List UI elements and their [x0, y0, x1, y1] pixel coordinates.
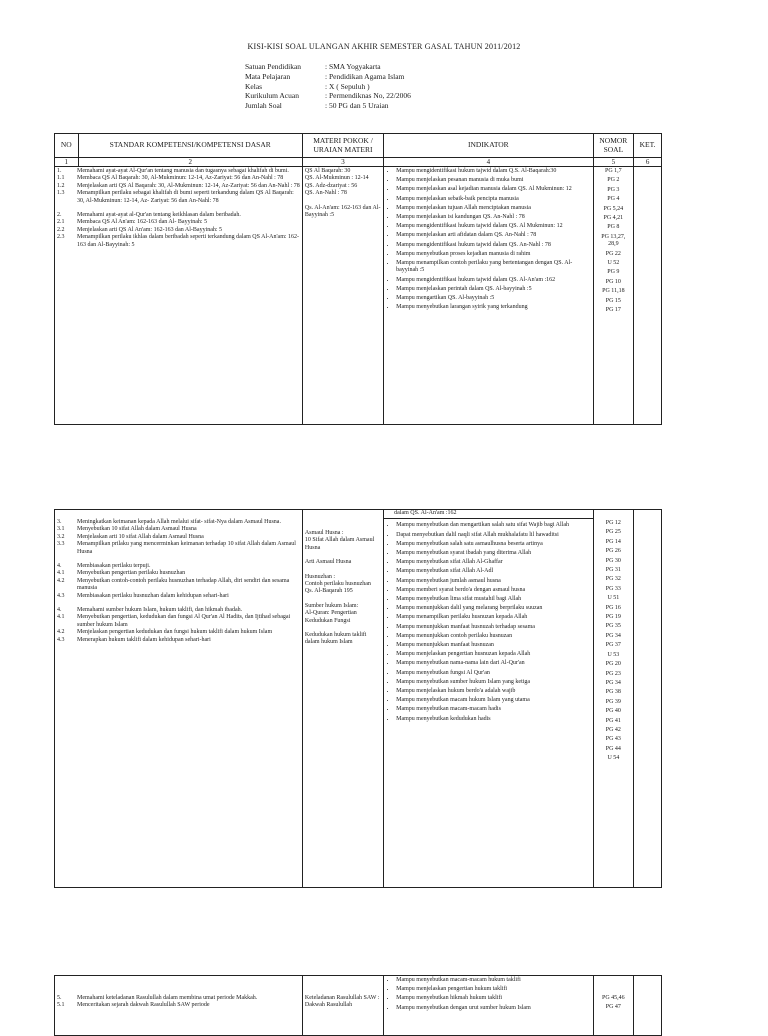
indikator-item: • Mampu menunjukkan contoh perilaku husnuzan	[396, 633, 590, 640]
kompetensi-text: Membaca QS Al Baqarah: 30, Al-Mukminun: 12-14, Az-Zariyat: 56 dan An-Nahl : 78	[77, 175, 284, 182]
kompetensi-number: 4.	[57, 607, 62, 614]
nomor-soal-value: PG 16	[605, 604, 621, 611]
meta-row	[245, 62, 411, 72]
nomor-soal-value: PG 26	[605, 548, 621, 555]
materi-pokok-text: Qs. Al-Baqarah 195	[304, 588, 353, 595]
nomor-soal-value: PG 5,24	[603, 205, 624, 212]
kompetensi-line	[57, 175, 300, 182]
col-num: 6	[634, 158, 662, 167]
nomor-soal-value: PG 14	[605, 538, 621, 545]
nomor-soal-value: PG 25	[605, 529, 621, 536]
header-indikator: INDIKATOR	[384, 134, 593, 158]
indikator-item: • Mampu menjelaskan arti afidatan dalam QS. An-Nahl : 78	[396, 232, 590, 239]
indikator-item: • Mampu menyebutkan lima sifat mustahil bagi Allah	[396, 596, 590, 603]
nomor-soal-value: PG 39	[605, 698, 621, 705]
col-num: 4	[384, 158, 593, 167]
kompetensi-text: Menjelaskan arti QS Al Baqarah: 30, Al-Mukminun: 12-14, Az-Zariyat: 56 dan An-Nahl : 78	[77, 182, 300, 189]
kompetensi-number: 5.	[57, 995, 62, 1001]
materi-pokok-text: 10 Sifat Allah dalam Asmaul Husna	[304, 537, 375, 551]
kompetensi-text: Menjelaskan pengertian kedudukan dan fungsi hukum taklifi dalam hukum Islam	[77, 629, 273, 636]
indikator-item: • Mampu memberi syarat berdo'a dengan asmaul husna	[396, 587, 590, 594]
indikator-item: • Mampu menyebutkan dengan urut sumber hukum Islam	[396, 1005, 590, 1012]
materi-pokok-text: Sumber hukum Islam:	[304, 602, 359, 609]
indikator-item: • Mampu menjelaskan pengertian hukum taklifi	[396, 986, 590, 993]
nomor-soal-value: PG 33	[605, 585, 621, 592]
indikator-item: • Mampu mengidentifikasi hukum tajwid dalam QS. An-Nahl : 78	[396, 242, 590, 249]
indikator-item: • Mampu menyebutkan jumlah asmaul husna	[396, 578, 590, 585]
nomor-soal-value: PG 2	[607, 177, 620, 184]
kompetensi-text: Menjelaskan arti QS Al An'am: 162-163 dan Al-Bayyinah: 5	[77, 226, 223, 233]
kompetensi-line	[57, 526, 300, 533]
kompetensi-line	[57, 614, 300, 629]
kompetensi-text: Menjelaskan arti 10 sifat Allah dalam Asmaul Husna	[77, 533, 204, 540]
standar-kompetensi-cell	[55, 167, 303, 425]
meta-value: : SMA Yogyakarta	[325, 62, 381, 71]
meta-value: : 50 PG dan 5 Uraian	[325, 101, 389, 111]
kompetensi-number: 2.	[57, 212, 62, 219]
nomor-soal-value: PG 42	[605, 726, 621, 733]
kompetensi-number: 3.	[57, 519, 62, 525]
kompetensi-text: Membiasakan perilaku terpuji.	[77, 563, 151, 570]
kompetensi-number: 4.3	[57, 636, 65, 643]
materi-pokok-text: QS. Adz-dzariyat : 56	[304, 182, 358, 189]
kompetensi-text: Memahami sumber hukum Islam, hukum taklifi, dan hikmah ibadah.	[77, 607, 243, 614]
meta-label: Kelas	[245, 81, 263, 91]
nomor-soal-value: PG 13,27, 28,9	[601, 233, 626, 248]
kompetensi-number: 1.	[57, 168, 62, 174]
kompetensi-text: Menyebutkan 10 sifat Allah dalam Asmaul Husna	[77, 526, 197, 533]
header-ket: KET.	[634, 134, 662, 158]
indikator-item: • Mampu menyebutkan nama-nama lain dari Al-Qur'an	[396, 660, 590, 667]
indikator-item: • Mampu menjelaskan pesanan manusia di muka bumi	[396, 177, 590, 184]
kompetensi-number: 4.	[57, 563, 62, 570]
col-num: 2	[78, 158, 302, 167]
kompetensi-line	[57, 212, 300, 219]
kompetensi-number: 1.2	[57, 182, 65, 189]
kisi-kisi-table-page-2	[54, 509, 662, 888]
kompetensi-text: Menyebutkan pengertian perilaku husnuzhan	[77, 570, 186, 577]
nomor-soal-value: PG 40	[605, 708, 621, 715]
nomor-soal-value: PG 19	[605, 614, 621, 621]
nomor-soal-value: U 52	[607, 260, 620, 267]
indikator-item: • Mampu menyebutkan sifat Allah Al-Ghaffar	[396, 559, 590, 566]
kompetensi-number: 3.1	[57, 526, 65, 533]
kompetensi-number: 1.1	[57, 175, 65, 182]
kompetensi-text: Menerapkan hukum taklifi dalam kehidupan sehari-hari	[77, 636, 211, 643]
col-num: 1	[55, 158, 79, 167]
indikator-cell	[384, 510, 593, 888]
materi-pokok-text: Keteladanan Rasulullah SAW :	[304, 995, 380, 1001]
materi-pokok-cell	[302, 976, 383, 1036]
nomor-soal-cell	[593, 510, 634, 888]
kompetensi-number: 3.3	[57, 541, 65, 548]
nomor-soal-cell	[593, 976, 634, 1036]
nomor-soal-cell	[593, 167, 634, 425]
col-num: 3	[302, 158, 383, 167]
indikator-item: • Mampu menyebutkan sumber hukum Islam yang ketiga	[396, 679, 590, 686]
kompetensi-line	[57, 168, 300, 175]
ket-cell	[634, 510, 662, 888]
nomor-soal-value: PG 4,21	[603, 215, 624, 222]
kompetensi-number: 5.1	[57, 1002, 65, 1009]
kompetensi-line	[57, 1002, 300, 1009]
materi-pokok-text: Contoh perilaku husnuzhan	[304, 581, 371, 588]
kompetensi-line	[57, 629, 300, 636]
materi-pokok-text: QS. Al-Mukminun : 12-14	[304, 175, 369, 182]
kompetensi-number: 3.2	[57, 533, 65, 540]
meta-row	[245, 101, 411, 111]
meta-value: : Pendidikan Agama Islam	[325, 71, 405, 81]
indikator-continued-text: dalam QS. Al-An'am :162	[384, 510, 592, 519]
document-title: KISI-KISI SOAL ULANGAN AKHIR SEMESTER GASAL TAHUN 2011/2012	[247, 42, 521, 51]
indikator-item: • Mampu menyebutkan proses kejadian manusia di rahim	[396, 251, 590, 258]
indikator-item: • Mampu menyebutkan macam-macam hadis	[396, 706, 590, 713]
kompetensi-number: 2.2	[57, 226, 65, 233]
kompetensi-line	[57, 570, 300, 577]
kompetensi-text: Memahami keteladanan Rasulullah dalam membina umat periode Makkah.	[77, 995, 258, 1001]
nomor-soal-value: PG 9	[607, 269, 620, 276]
kompetensi-number: 2.1	[57, 219, 65, 226]
nomor-soal-value: PG 44	[605, 745, 621, 752]
header-nomor-soal: NOMOR SOAL	[593, 134, 634, 158]
materi-pokok-text: Al-Quran: Pengertian Kedudukan Fungsi	[304, 610, 357, 624]
kompetensi-line	[57, 541, 300, 556]
header-materi-pokok: MATERI POKOK / URAIAN MATERI	[302, 134, 383, 158]
indikator-item: • Mampu menjelaskan perintah dalam QS. Al-bayyinah :5	[396, 286, 590, 293]
kompetensi-text: Menampilkan perilaku sebagai khalifah di bumi seperti terkandung dalam QS Al Baqarah: 30, Al-Mukminun: 12-14, Az- Zariyat: 56 dan An-Nahl: 78	[77, 190, 294, 204]
kompetensi-text: Menyebutkan pengertian, kedudukan dan fungsi Al Qur'an Al Hadits, dan Ijtihad sebagai sumber hukum Islam	[77, 614, 291, 628]
nomor-soal-value: PG 30	[605, 557, 621, 564]
kompetensi-text: Menampilkan prilaku yang mencerminkan keimanan terhadap 10 sifat Allah dalam Asmaul Husna	[77, 541, 296, 555]
col-num: 5	[593, 158, 634, 167]
indikator-item: • Mampu menyebutkan kedudukan hadis	[396, 716, 590, 723]
nomor-soal-value: U 53	[607, 651, 620, 658]
nomor-soal-value: PG 38	[605, 689, 621, 696]
kisi-kisi-table-page-1	[54, 133, 662, 425]
kompetensi-line	[57, 637, 300, 644]
nomor-soal-value: PG 11,18	[602, 288, 625, 295]
indikator-item: • Mampu menjelaskan sebaik-baik pencipta manusia	[396, 196, 590, 203]
nomor-soal-value: PG 1,7	[605, 168, 622, 174]
kompetensi-line	[57, 578, 300, 593]
meta-label: Mata Pelajaran	[245, 71, 291, 81]
kompetensi-number: 4.2	[57, 629, 65, 636]
header-standar-kompetensi: STANDAR KOMPETENSI/KOMPETENSI DASAR	[78, 134, 302, 158]
kompetensi-text: Membiasakan perilaku husnuzhan dalam kehidupan sehari-hari	[77, 592, 229, 599]
kompetensi-line	[57, 995, 300, 1002]
indikator-item: • Mampu mengidentifikasi hukum tajwid dalam QS. Al-An'am :162	[396, 277, 590, 284]
indikator-item: • Mampu menyebutkan fungsi Al Qur'an	[396, 670, 590, 677]
indikator-item: • Mampu mengartikan QS. Al-bayyinah :5	[396, 295, 590, 302]
kompetensi-text: Memahami ayat-ayat Al-Qur'an tentang manusia dan tugasnya sebagai khalifah di bumi.	[77, 168, 289, 174]
indikator-item: • Mampu menjelaskan pengertian husnuzan kepada Allah	[396, 651, 590, 658]
kompetensi-number: 2.3	[57, 234, 65, 241]
materi-pokok-cell	[302, 167, 383, 425]
nomor-soal-value: PG 10	[605, 278, 621, 285]
meta-label: Jumlah Soal	[245, 101, 282, 111]
nomor-soal-value: PG 41	[605, 717, 621, 724]
indikator-item: • Mampu menjelaskan isi kandungan QS. An-Nahl : 78	[396, 214, 590, 221]
nomor-soal-value: PG 45,46	[602, 995, 625, 1001]
meta-row	[245, 91, 411, 101]
indikator-item: • Mampu menampilkan perilaku husnuzan kepada Allah	[396, 614, 590, 621]
indikator-item: • Mampu menyebutkan sifat Allah Al-Adl	[396, 568, 590, 575]
meta-row	[245, 82, 411, 92]
kompetensi-line	[57, 227, 300, 234]
indikator-cell	[384, 167, 593, 425]
meta-label: Kurikulum Acuan	[245, 91, 299, 101]
header-no: NO	[55, 134, 79, 158]
nomor-soal-value: PG 34	[605, 679, 621, 686]
indikator-item: • Mampu mengidentifikasi hukum tajwid dalam QS. Al Mukminun: 12	[396, 223, 590, 230]
kompetensi-number: 4.3	[57, 592, 65, 599]
indikator-item: • Mampu menjelaskan tujuan Allah menciptakan manusia	[396, 205, 590, 212]
materi-pokok-text: Husnuzhan :	[304, 573, 336, 580]
meta-label: Satuan Pendidikan	[245, 62, 302, 71]
indikator-item: • Mampu menyebutkan macam-macam hukum taklifi	[396, 977, 590, 984]
meta-row	[245, 72, 411, 82]
materi-pokok-text: Kedudukan hukum taklifi dalam hukum Islam	[304, 632, 367, 646]
materi-pokok-text: QS Al Baqarah: 30	[304, 168, 351, 174]
nomor-soal-value: PG 8	[607, 224, 620, 231]
indikator-item: • Mampu menyebutkan dan mengartikan salah satu sifat Wajib bagi Allah	[396, 522, 590, 529]
indikator-cell	[384, 976, 593, 1036]
kompetensi-text: Membaca QS Al An'am: 162-163 dan Al- Bayyinah: 5	[77, 219, 208, 226]
indikator-item: • Mampu menjelaskan hukum berdo'a adalah wajib	[396, 688, 590, 695]
nomor-soal-value: PG 12	[605, 520, 621, 526]
kompetensi-text: Menyebutkan contoh-contoh perilaku husnuzhan terhadap Allah, diri sendiri dan sesama manusia	[77, 577, 290, 592]
nomor-soal-value: PG 22	[605, 250, 621, 257]
materi-pokok-text: Qs. Al-An'am: 162-163 dan Al-Bayyinah :5	[304, 204, 381, 219]
nomor-soal-value: PG 20	[605, 661, 621, 668]
standar-kompetensi-cell	[55, 976, 303, 1036]
kompetensi-number: 4.1	[57, 570, 65, 577]
meta-value: : Permendiknas No, 22/2006	[325, 91, 411, 101]
nomor-soal-value: PG 17	[605, 307, 621, 314]
kompetensi-text: Menampilkan perilaku ikhlas dalam beribadah seperti terkandung dalam QS Al-An'am: 162-163 dan Al-Bayyinah: 5	[77, 234, 300, 248]
nomor-soal-value: PG 23	[605, 670, 621, 677]
materi-pokok-text: QS. An-Nahl : 78	[304, 190, 347, 197]
indikator-item: • Mampu menyebutkan hikmah hukum taklifi	[396, 995, 590, 1002]
kompetensi-line	[57, 219, 300, 226]
nomor-soal-value: PG 37	[605, 642, 621, 649]
indikator-item: • Mampu mengidentifikasi hukum tajwid dalam Q.S. Al-Baqarah:30	[396, 168, 590, 175]
document-meta	[245, 62, 411, 111]
nomor-soal-value: PG 31	[605, 567, 621, 574]
nomor-soal-value: U 54	[607, 755, 620, 762]
materi-pokok-text: Arti Asmaul Husna	[304, 559, 352, 566]
nomor-soal-value: PG 4	[607, 196, 620, 203]
nomor-soal-value: PG 3	[607, 186, 620, 193]
indikator-item: • Mampu menyebutkan macam hukum Islam yang utama	[396, 697, 590, 704]
kompetensi-line	[57, 234, 300, 249]
kompetensi-text: Meningkatkan keimanan kepada Allah melalui sifat- sifat-Nya dalam Asmaul Husna.	[77, 519, 281, 525]
nomor-soal-value: PG 32	[605, 576, 621, 583]
indikator-item: • Mampu menunjukkan manfaat husnuzan	[396, 642, 590, 649]
indikator-item: • Mampu menunjukkan manfaat husnuzah terhadap sesama	[396, 624, 590, 631]
kompetensi-number: 1.3	[57, 190, 65, 197]
ket-cell	[634, 167, 662, 425]
indikator-item: • Mampu menyebutkan salah satu asmaulhusna beserta artinya	[396, 541, 590, 548]
materi-pokok-text: Asmaul Husna :	[304, 530, 344, 536]
ket-cell	[634, 976, 662, 1036]
indikator-item: • Mampu menyebutkan larangan syirik yang terkandung	[396, 304, 590, 311]
nomor-soal-value: PG 34	[605, 632, 621, 639]
materi-pokok-cell	[302, 510, 383, 888]
kompetensi-text: Memahami ayat-ayat al-Qur'an tentang keikhlasan dalam beribadah.	[77, 212, 241, 219]
kompetensi-number: 4.1	[57, 614, 65, 621]
indikator-item: • Mampu menyebutkan syarat ibadah yang diterima Allah	[396, 550, 590, 557]
indikator-item: • Mampu menampilkan contoh perilaku yang bertentangan dengan QS. Al- bayyinah :5	[396, 260, 590, 275]
materi-pokok-text: Dakwah Rasulullah	[304, 1002, 353, 1009]
nomor-soal-value: PG 35	[605, 623, 621, 630]
kompetensi-line	[57, 593, 300, 600]
kompetensi-number: 4.2	[57, 577, 65, 584]
nomor-soal-value: U 51	[607, 595, 620, 602]
indikator-item: • Mampu menjelaskan asal kejadian manusia dalam QS. Al Mukminun: 12	[396, 186, 590, 193]
standar-kompetensi-cell	[55, 510, 303, 888]
indikator-item: • Mampu menunjukkan dalil yang melarang berprilaku suuzan	[396, 605, 590, 612]
kompetensi-text: Menceritakan sejarah dakwah Rasulullah SAW periode	[77, 1002, 210, 1009]
kisi-kisi-table-page-3	[54, 975, 662, 1036]
nomor-soal-value: PG 15	[605, 297, 621, 304]
nomor-soal-value: PG 43	[605, 736, 621, 743]
nomor-soal-value: PG 47	[605, 1004, 621, 1011]
kompetensi-line	[57, 563, 300, 570]
indikator-item: • Dapat menyebutkan dalil naqli sifat Allah mukhalafatu lil hawaditsi	[396, 532, 590, 539]
kompetensi-line	[57, 190, 300, 205]
meta-value: : X ( Sepuluh )	[325, 81, 370, 91]
